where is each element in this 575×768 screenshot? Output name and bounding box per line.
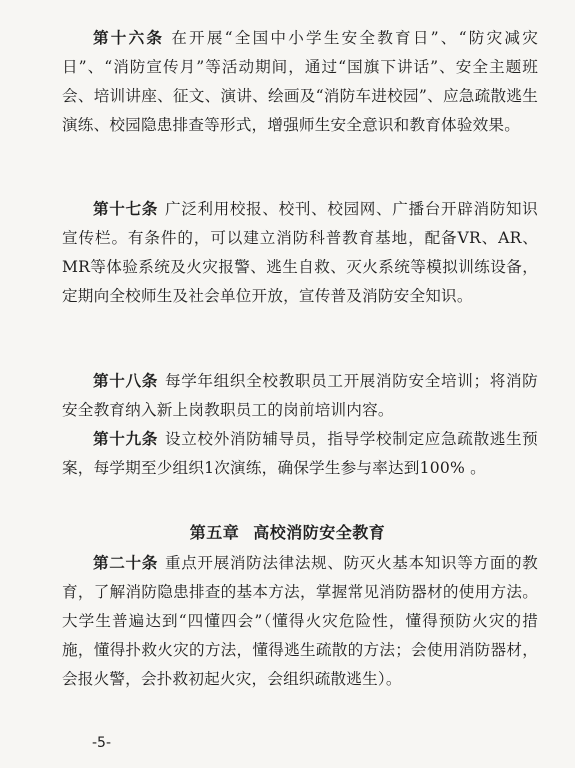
article-17-text: 广泛利用校报、校刊、校园网、广播台开辟消防知识宣传栏。有条件的，可以建立消防科普教育基地，配备VR、AR、MR等体验系统及火灾报警、逃生自救、灭火系统等模拟训练设备，定期向全校师生及社会单位开放，宣传普及消防安全知识。 — [62, 200, 538, 305]
article-18 — [62, 367, 538, 425]
article-16-label: 第十六条 — [93, 28, 165, 47]
article-19-label: 第十九条 — [93, 429, 158, 448]
article-19 — [62, 425, 538, 483]
article-17-label: 第十七条 — [93, 199, 158, 218]
article-16 — [62, 24, 538, 140]
article-17 — [62, 195, 538, 311]
article-20-label: 第二十条 — [93, 553, 158, 572]
chapter-heading — [0, 520, 575, 543]
chapter-title: 高校消防安全教育 — [253, 523, 386, 542]
article-19-text: 设立校外消防辅导员，指导学校制定应急疏散逃生预案，每学期至少组织1次演练，确保学生参与率达到100% 。 — [62, 430, 538, 477]
article-16-text: 在开展“全国中小学生安全教育日”、“防灾减灾日”、“消防宣传月”等活动期间，通过“国旗下讲话”、安全主题班会、培训讲座、征文、演讲、绘画及“消防车进校园”、应急疏散逃生演练、校园隐患排查等形式，增强师生安全意识和教育体验效果。 — [62, 29, 538, 134]
article-18-text: 每学年组织全校教职员工开展消防安全培训；将消防安全教育纳入新上岗教职员工的岗前培训内容。 — [62, 372, 538, 419]
article-20 — [62, 549, 538, 694]
article-18-label: 第十八条 — [93, 371, 158, 390]
chapter-number: 第五章 — [189, 523, 240, 542]
page-number: -5- — [92, 735, 112, 751]
article-20-text: 重点开展消防法律法规、防灭火基本知识等方面的教育，了解消防隐患排查的基本方法，掌握常见消防器材的使用方法。大学生普遍达到“四懂四会”（懂得火灾危险性，懂得预防火灾的措施，懂得扑救火灾的方法，懂得逃生疏散的方法；会使用消防器材，会报火警，会扑救初起火灾，会组织疏散逃生）。 — [62, 554, 538, 688]
